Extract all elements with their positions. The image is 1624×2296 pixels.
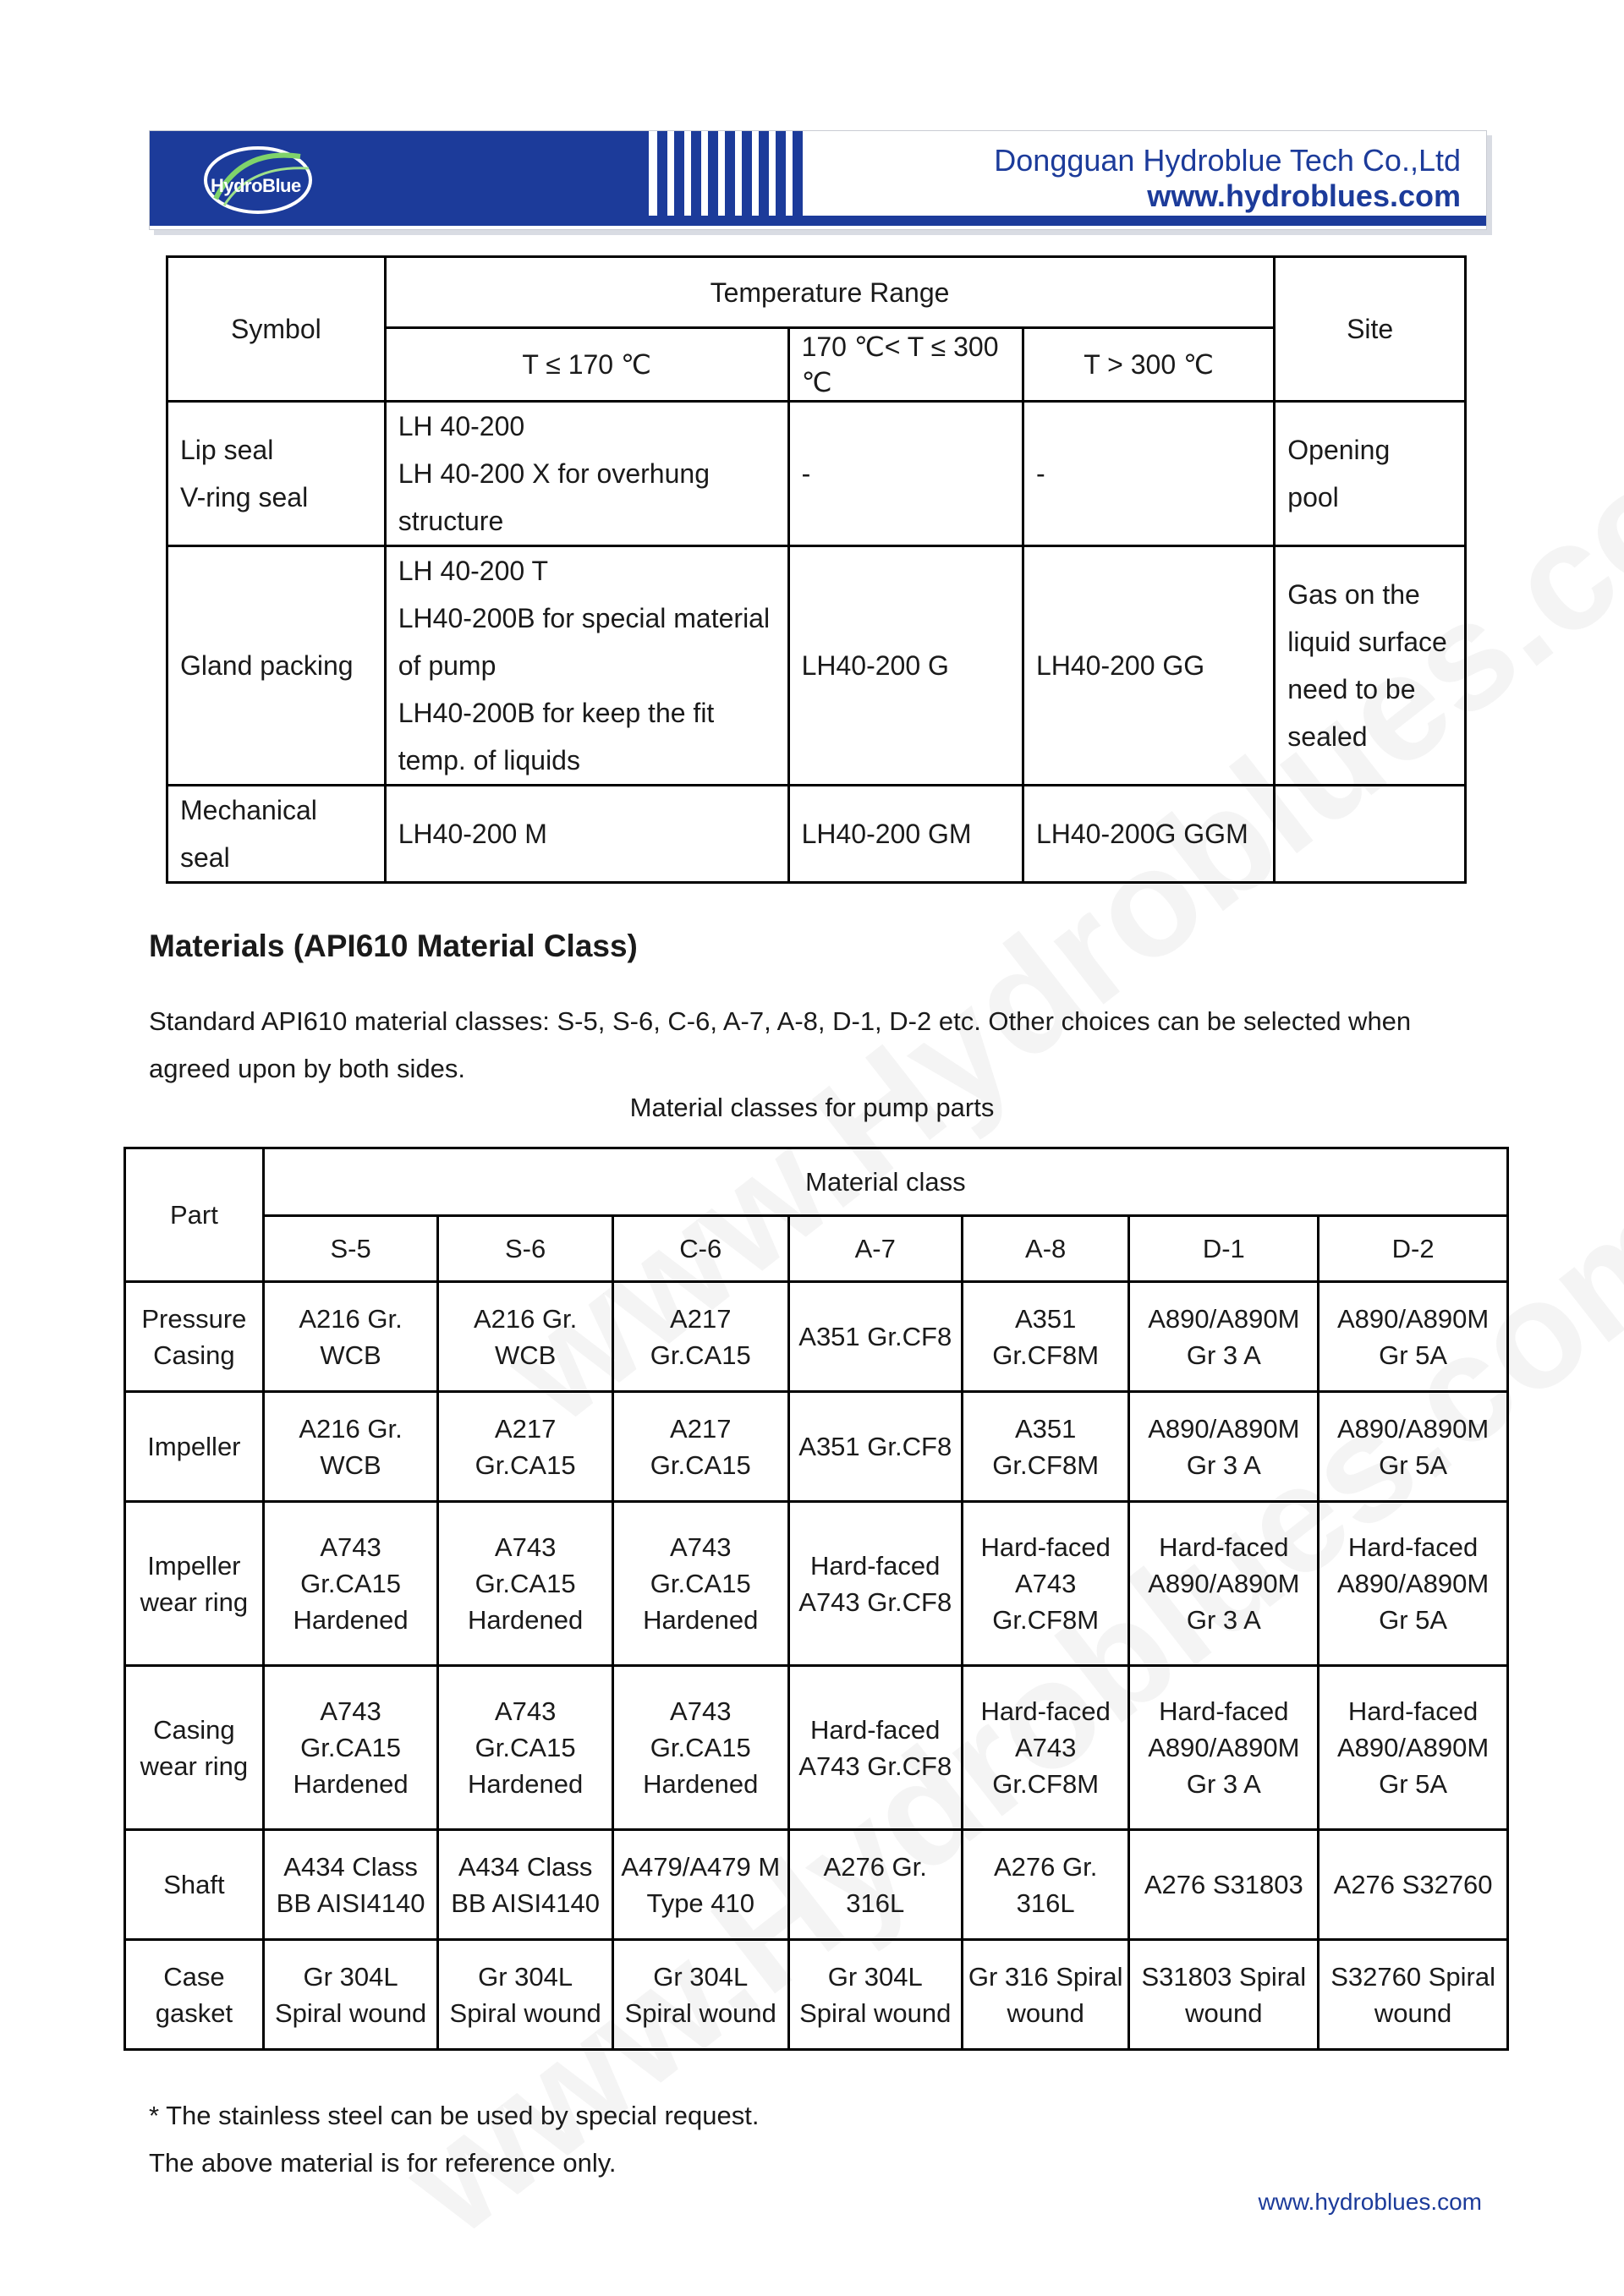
cell-line: temp. of liquids	[398, 745, 580, 775]
material-cell: S32760 Spiral wound	[1319, 1940, 1508, 2050]
seal-table	[166, 255, 1467, 884]
material-cell: A351 Gr.CF8M	[962, 1282, 1129, 1392]
material-cell: A351 Gr.CF8	[788, 1282, 962, 1392]
part-cell: Impeller wear ring	[125, 1502, 264, 1666]
site-cell	[1275, 786, 1466, 883]
table-row	[167, 546, 1466, 786]
cell-line: LH40-200B for special material	[398, 603, 771, 633]
material-cell: A276 S32760	[1319, 1830, 1508, 1940]
material-class-header: Material class	[263, 1148, 1507, 1216]
material-cell: Hard-faced A890/A890M Gr 3 A	[1129, 1502, 1319, 1666]
cell-line: Gas on the	[1287, 579, 1420, 610]
cell-line: LH 40-200 T	[398, 556, 549, 586]
material-cell: A217 Gr.CA15	[612, 1392, 788, 1502]
material-cell: A216 Gr. WCB	[263, 1392, 438, 1502]
header-banner	[149, 130, 1487, 230]
material-cell: A217 Gr.CA15	[612, 1282, 788, 1392]
cell-line: seal	[180, 842, 230, 873]
temp-col-3-header: T > 300 ℃	[1023, 328, 1274, 402]
material-cell: Gr 304L Spiral wound	[612, 1940, 788, 2050]
cell-line: need to be	[1287, 674, 1416, 704]
class-header-cell: D-2	[1319, 1216, 1508, 1282]
cell-line: of pump	[398, 650, 497, 681]
material-cell: Hard-faced A743 Gr.CF8M	[962, 1502, 1129, 1666]
table-row	[125, 1282, 1508, 1392]
material-cell: Hard-faced A890/A890M Gr 3 A	[1129, 1666, 1319, 1830]
logo-text: HydroBlue	[211, 175, 301, 196]
temp-col-1-header: T ≤ 170 ℃	[385, 328, 788, 402]
cell-line: Opening	[1287, 435, 1391, 465]
material-cell: Hard-faced A743 Gr.CF8	[788, 1502, 962, 1666]
cell-line: LH 40-200	[398, 411, 525, 441]
materials-table-body	[125, 1282, 1508, 2050]
table-row	[167, 402, 1466, 546]
t3-cell: LH40-200 GG	[1023, 546, 1274, 786]
cell-line: LH 40-200 X for overhung	[398, 458, 710, 489]
cell-line: sealed	[1287, 721, 1368, 752]
part-header: Part	[125, 1148, 264, 1282]
table-row	[125, 1830, 1508, 1940]
material-cell: A743 Gr.CA15 Hardened	[263, 1502, 438, 1666]
materials-table	[123, 1147, 1509, 2051]
class-header-cell: D-1	[1129, 1216, 1319, 1282]
t1-cell	[385, 546, 788, 786]
symbol-cell	[167, 402, 386, 546]
material-cell: A743 Gr.CA15 Hardened	[438, 1502, 613, 1666]
material-cell: A890/A890M Gr 3 A	[1129, 1282, 1319, 1392]
table-row	[167, 786, 1466, 883]
material-cell: A216 Gr. WCB	[263, 1282, 438, 1392]
t1-cell: LH40-200 M	[385, 786, 788, 883]
company-name: Dongguan Hydroblue Tech Co.,Ltd	[994, 143, 1461, 178]
material-cell: Hard-faced A743 Gr.CF8M	[962, 1666, 1129, 1830]
company-info	[994, 143, 1461, 214]
section-heading: Materials (API610 Material Class)	[149, 929, 638, 963]
temp-col-2-header: 170 ℃< T ≤ 300 ℃	[788, 328, 1023, 402]
table-header-row	[167, 257, 1466, 328]
material-cell: S31803 Spiral wound	[1129, 1940, 1319, 2050]
cell-line: Lip seal	[180, 435, 274, 465]
cell-line: V-ring seal	[180, 482, 309, 512]
part-cell: Impeller	[125, 1392, 264, 1502]
material-cell: Gr 304L Spiral wound	[788, 1940, 962, 2050]
symbol-header: Symbol	[167, 257, 386, 402]
part-cell: Shaft	[125, 1830, 264, 1940]
t3-cell: -	[1023, 402, 1274, 546]
t3-cell: LH40-200G GGM	[1023, 786, 1274, 883]
part-cell: Pressure Casing	[125, 1282, 264, 1392]
class-header-cell: C-6	[612, 1216, 788, 1282]
material-cell: Hard-faced A743 Gr.CF8	[788, 1666, 962, 1830]
material-cell: A890/A890M Gr 5A	[1319, 1282, 1508, 1392]
banner-underline	[150, 216, 1486, 226]
note-reference: The above material is for reference only.	[149, 2148, 617, 2178]
note-stainless: * The stainless steel can be used by special request.	[149, 2101, 760, 2130]
material-cell: A351 Gr.CF8M	[962, 1392, 1129, 1502]
table-row	[125, 1940, 1508, 2050]
cell-line: Mechanical	[180, 795, 317, 825]
t2-cell: LH40-200 GM	[788, 786, 1023, 883]
symbol-cell	[167, 786, 386, 883]
material-cell: A743 Gr.CA15 Hardened	[438, 1666, 613, 1830]
materials-paragraph: Standard API610 material classes: S-5, S-6, C-6, A-7, A-8, D-1, D-2 etc. Other choices can be selected when agreed upon by both sides.	[149, 1006, 1412, 1083]
cell-line: pool	[1287, 482, 1339, 512]
material-cell: Gr 304L Spiral wound	[438, 1940, 613, 2050]
symbol-cell: Gland packing	[167, 546, 386, 786]
material-cell: Gr 304L Spiral wound	[263, 1940, 438, 2050]
material-cell: A276 Gr. 316L	[788, 1830, 962, 1940]
banner-stripes	[657, 131, 818, 216]
material-cell: A217 Gr.CA15	[438, 1392, 613, 1502]
site-cell	[1275, 546, 1466, 786]
site-header: Site	[1275, 257, 1466, 402]
t2-cell: -	[788, 402, 1023, 546]
material-cell: A434 Class BB AISI4140	[263, 1830, 438, 1940]
material-cell: A890/A890M Gr 5A	[1319, 1392, 1508, 1502]
material-cell: A743 Gr.CA15 Hardened	[263, 1666, 438, 1830]
site-cell	[1275, 402, 1466, 546]
material-cell: A276 S31803	[1129, 1830, 1319, 1940]
material-cell: Hard-faced A890/A890M Gr 5A	[1319, 1666, 1508, 1830]
table-caption: Material classes for pump parts	[629, 1093, 995, 1122]
cell-line: structure	[398, 506, 504, 536]
table-row	[125, 1666, 1508, 1830]
class-header-cell: A-8	[962, 1216, 1129, 1282]
class-header-cell: S-6	[438, 1216, 613, 1282]
part-cell: Case gasket	[125, 1940, 264, 2050]
material-cell: Hard-faced A890/A890M Gr 5A	[1319, 1502, 1508, 1666]
t1-cell	[385, 402, 788, 546]
material-cell: A743 Gr.CA15 Hardened	[612, 1666, 788, 1830]
cell-line: LH40-200B for keep the fit	[398, 698, 715, 728]
class-header-cell: S-5	[263, 1216, 438, 1282]
temperature-range-header: Temperature Range	[385, 257, 1275, 328]
material-cell: Gr 316 Spiral wound	[962, 1940, 1129, 2050]
material-cell: A743 Gr.CA15 Hardened	[612, 1502, 788, 1666]
material-cell: A890/A890M Gr 3 A	[1129, 1392, 1319, 1502]
table-header-row	[125, 1148, 1508, 1216]
cell-line: liquid surface	[1287, 627, 1447, 657]
company-url[interactable]: www.hydroblues.com	[1147, 178, 1461, 213]
material-cell: A479/A479 M Type 410	[612, 1830, 788, 1940]
material-cell: A434 Class BB AISI4140	[438, 1830, 613, 1940]
table-header-row	[125, 1216, 1508, 1282]
table-row	[125, 1502, 1508, 1666]
material-cell: A351 Gr.CF8	[788, 1392, 962, 1502]
footer-url[interactable]: www.hydroblues.com	[1258, 2189, 1482, 2215]
part-cell: Casing wear ring	[125, 1666, 264, 1830]
table-row	[125, 1392, 1508, 1502]
class-header-cell: A-7	[788, 1216, 962, 1282]
material-cell: A216 Gr. WCB	[438, 1282, 613, 1392]
material-cell: A276 Gr. 316L	[962, 1830, 1129, 1940]
t2-cell: LH40-200 G	[788, 546, 1023, 786]
